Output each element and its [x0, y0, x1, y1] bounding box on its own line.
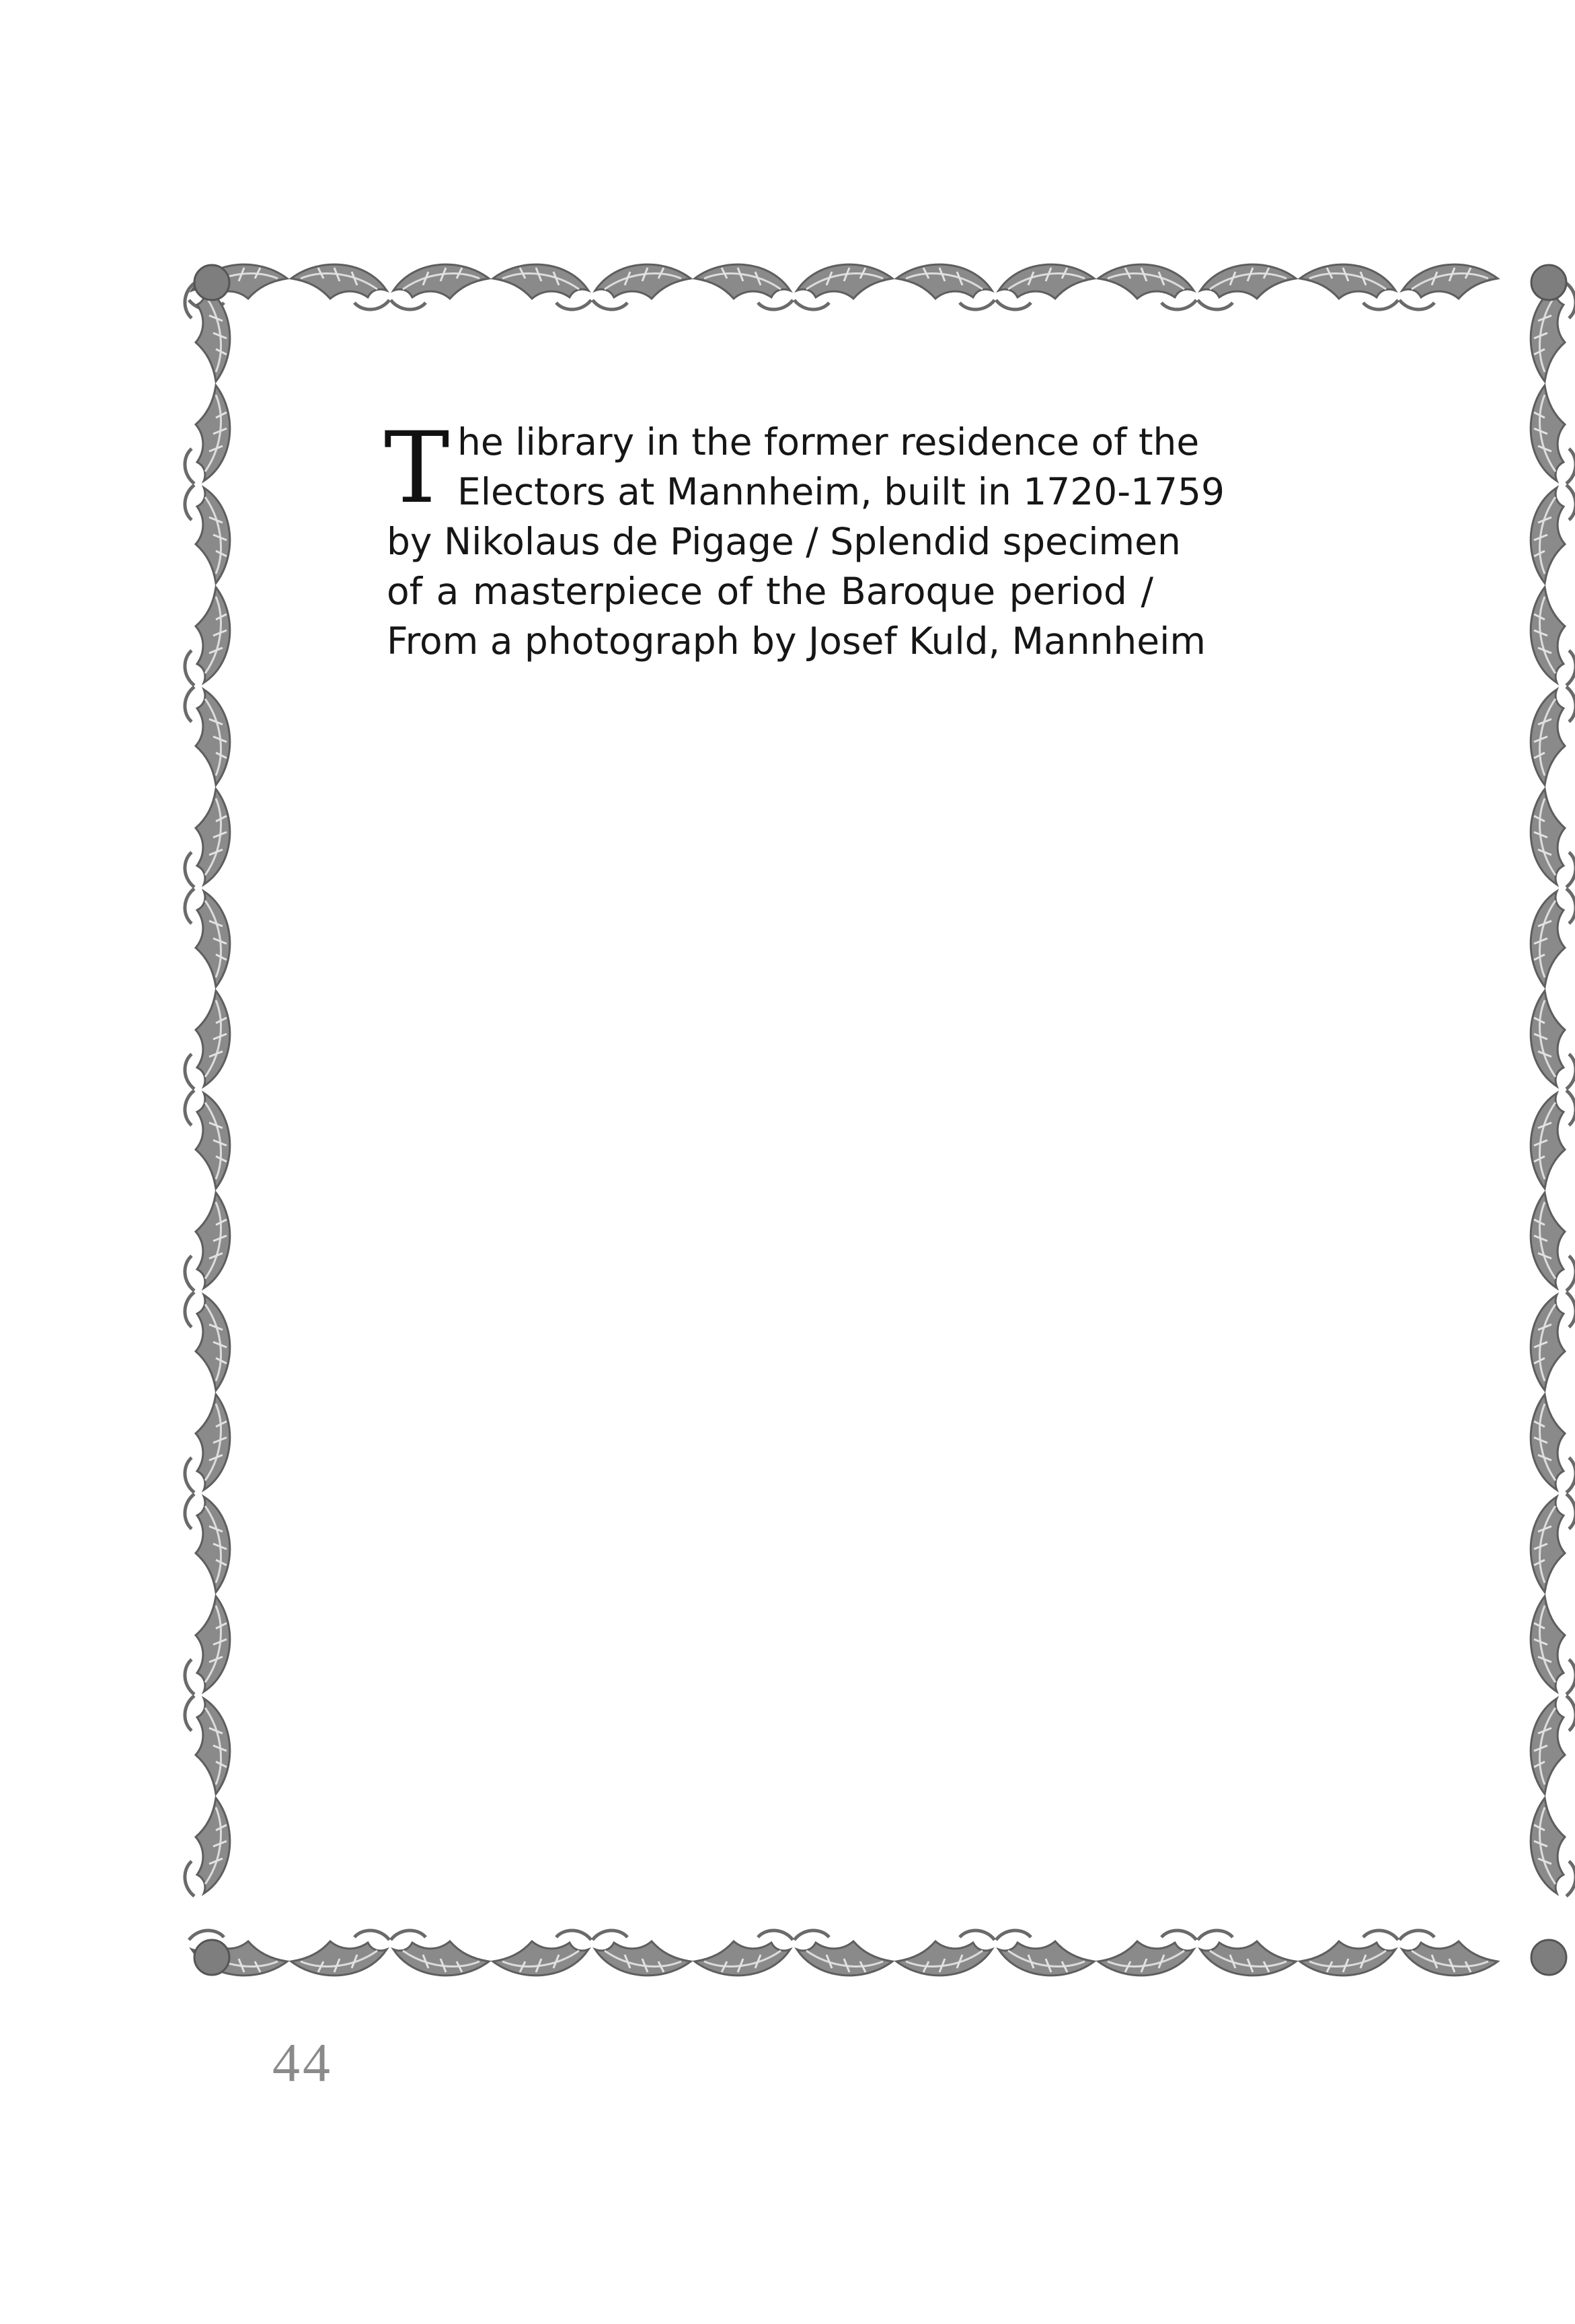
caption-line-3: by Nikolaus de Pigage / Splendid specimen	[387, 520, 1181, 563]
leaf-ornament	[1098, 264, 1196, 309]
leaf-ornament	[493, 1931, 591, 1976]
leaf-ornament	[1399, 264, 1498, 309]
leaf-ornament	[185, 1696, 230, 1794]
leaf-ornament	[1531, 485, 1575, 583]
leaf-ornament	[185, 687, 230, 785]
leaf-ornament	[185, 485, 230, 583]
leaf-ornament	[185, 991, 230, 1089]
leaf-ornament	[1531, 385, 1575, 484]
caption-line-1: he library in the former residence of the	[457, 420, 1200, 463]
leaf-ornament	[996, 1931, 1094, 1976]
border-top	[189, 264, 1498, 309]
caption-line-4: of a masterpiece of the Baroque period /	[387, 570, 1153, 613]
drop-cap: T	[384, 411, 450, 525]
corner-rosette	[194, 1940, 229, 1975]
leaf-ornament	[1531, 1292, 1575, 1390]
leaf-ornament	[794, 264, 892, 309]
leaf-ornament	[1300, 264, 1398, 309]
caption-line-5: From a photograph by Josef Kuld, Mannheim	[387, 620, 1206, 663]
leaf-ornament	[1531, 587, 1575, 685]
leaf-ornament	[1531, 1798, 1575, 1896]
leaf-ornament	[291, 264, 389, 309]
leaf-ornament	[391, 264, 489, 309]
leaf-ornament	[185, 1394, 230, 1493]
leaf-ornament	[493, 264, 591, 309]
leaf-ornament	[1531, 1090, 1575, 1189]
leaf-ornament	[185, 789, 230, 887]
leaf-ornament	[1198, 1931, 1296, 1976]
leaf-ornament	[185, 1596, 230, 1694]
leaf-ornament	[896, 264, 995, 309]
leaf-ornament	[185, 1292, 230, 1390]
leaf-ornament	[185, 1494, 230, 1592]
leaf-ornament	[896, 1931, 995, 1976]
corner-rosette	[194, 265, 229, 300]
leaf-ornament	[1300, 1931, 1398, 1976]
leaf-ornament	[1531, 687, 1575, 785]
corner-rosette	[1531, 265, 1566, 300]
leaf-ornament	[1531, 1193, 1575, 1291]
leaf-ornament	[185, 385, 230, 484]
leaf-ornament	[1531, 789, 1575, 887]
leaf-ornament	[695, 264, 793, 309]
leaf-ornament	[996, 264, 1094, 309]
plate-caption	[384, 411, 1225, 666]
leaf-ornament	[794, 1931, 892, 1976]
border-bottom	[189, 1931, 1498, 1976]
leaf-ornament	[185, 1193, 230, 1291]
border-left	[185, 283, 230, 1896]
leaf-ornament	[592, 1931, 691, 1976]
leaf-ornament	[185, 889, 230, 987]
leaf-ornament	[185, 1090, 230, 1189]
leaf-ornament	[1399, 1931, 1498, 1976]
border-right	[1531, 283, 1575, 1896]
leaf-ornament	[1531, 1494, 1575, 1592]
leaf-ornament	[185, 1798, 230, 1896]
leaf-ornament	[1531, 1394, 1575, 1493]
caption-line-2: Electors at Mannheim, built in 1720-1759	[457, 470, 1225, 513]
leaf-ornament	[592, 264, 691, 309]
leaf-ornament	[1531, 1596, 1575, 1694]
leaf-ornament	[1531, 991, 1575, 1089]
leaf-ornament	[1198, 264, 1296, 309]
leaf-ornament	[695, 1931, 793, 1976]
leaf-ornament	[1531, 1696, 1575, 1794]
page-number: 44	[272, 2032, 333, 2093]
leaf-ornament	[1098, 1931, 1196, 1976]
leaf-ornament	[1531, 889, 1575, 987]
leaf-ornament	[291, 1931, 389, 1976]
corner-rosette	[1531, 1940, 1566, 1975]
leaf-ornament	[391, 1931, 489, 1976]
leaf-ornament	[185, 587, 230, 685]
